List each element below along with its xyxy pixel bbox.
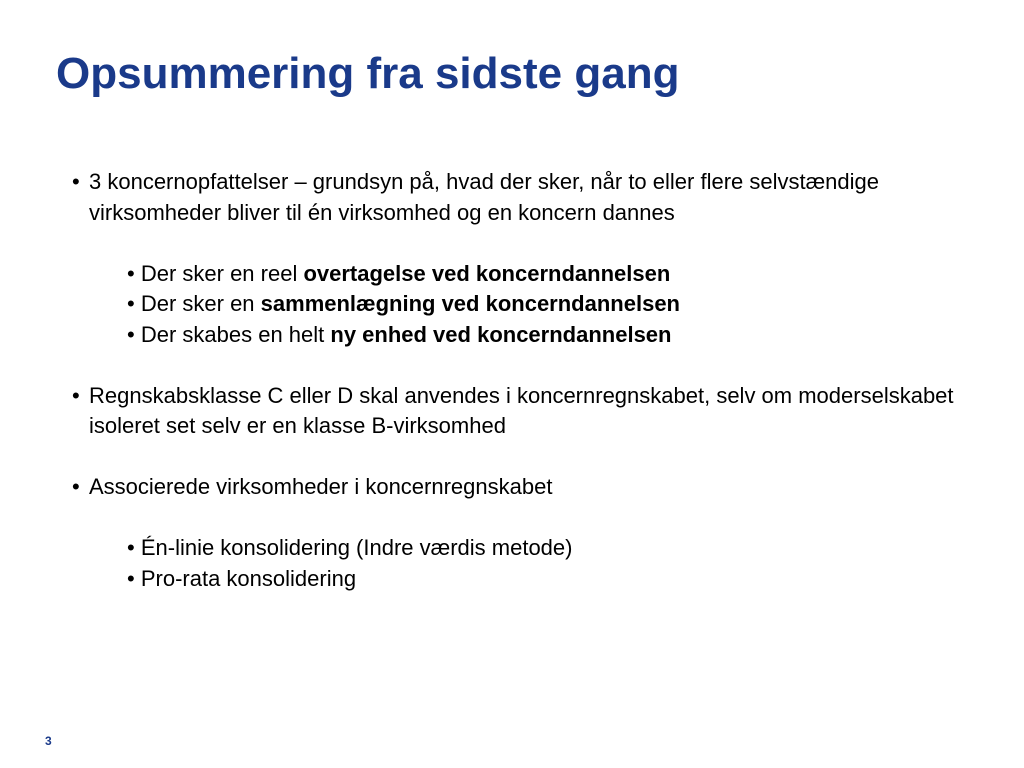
sub-bullet-text: Der sker en xyxy=(140,291,261,316)
slide-title: Opsummering fra sidste gang xyxy=(56,49,680,98)
bullet-marker: • xyxy=(72,474,80,499)
spacer xyxy=(72,228,972,259)
slide-body xyxy=(72,167,972,594)
bullet-marker: • xyxy=(127,565,135,591)
sub-bullet-sammenlaegning xyxy=(72,289,972,320)
bullet-regnskabsklasse xyxy=(72,381,972,442)
bullet-text: Associerede virksomheder i koncernregnskabet xyxy=(89,474,553,499)
bullet-text: 3 koncernopfattelser – grundsyn på, hvad der sker, når to eller flere selvstændige virksomheder bliver til én virksomhed og en koncern dannes xyxy=(89,169,880,225)
spacer xyxy=(72,442,972,473)
bullet-marker: • xyxy=(127,321,135,347)
spacer xyxy=(72,350,972,381)
sub-bullet-emphasis: overtagelse ved koncerndannelsen xyxy=(303,260,671,286)
sub-bullet-emphasis: ny enhed ved koncerndannelsen xyxy=(330,321,672,347)
sub-bullet-pro-rata xyxy=(72,564,972,595)
sub-bullet-text: Én-linie konsolidering (Indre værdis metode) xyxy=(140,535,573,560)
sub-bullet-text: Der skabes en helt xyxy=(140,321,331,347)
sub-bullet-overtagelse xyxy=(72,259,972,290)
bullet-text: Regnskabsklasse C eller D skal anvendes i koncernregnskabet, selv om moderselskabet isoleret set selv er en klasse B-virksomhed xyxy=(89,382,954,438)
bullet-marker: • xyxy=(127,535,135,560)
bullet-koncernopfattelser xyxy=(72,167,972,228)
bullet-marker: • xyxy=(72,169,80,194)
sub-bullet-text: Pro-rata konsolidering xyxy=(140,565,357,591)
bullet-associerede xyxy=(72,472,972,503)
sub-bullet-en-linie xyxy=(72,533,972,564)
sub-bullet-text: Der sker en reel xyxy=(140,260,304,286)
bullet-marker: • xyxy=(127,291,135,316)
sub-bullet-emphasis: sammenlægning ved koncerndannelsen xyxy=(260,291,680,316)
bullet-marker: • xyxy=(72,382,80,408)
bullet-marker: • xyxy=(127,260,135,286)
spacer xyxy=(72,503,972,534)
sub-bullet-ny-enhed xyxy=(72,320,972,351)
page-number: 3 xyxy=(45,734,52,748)
